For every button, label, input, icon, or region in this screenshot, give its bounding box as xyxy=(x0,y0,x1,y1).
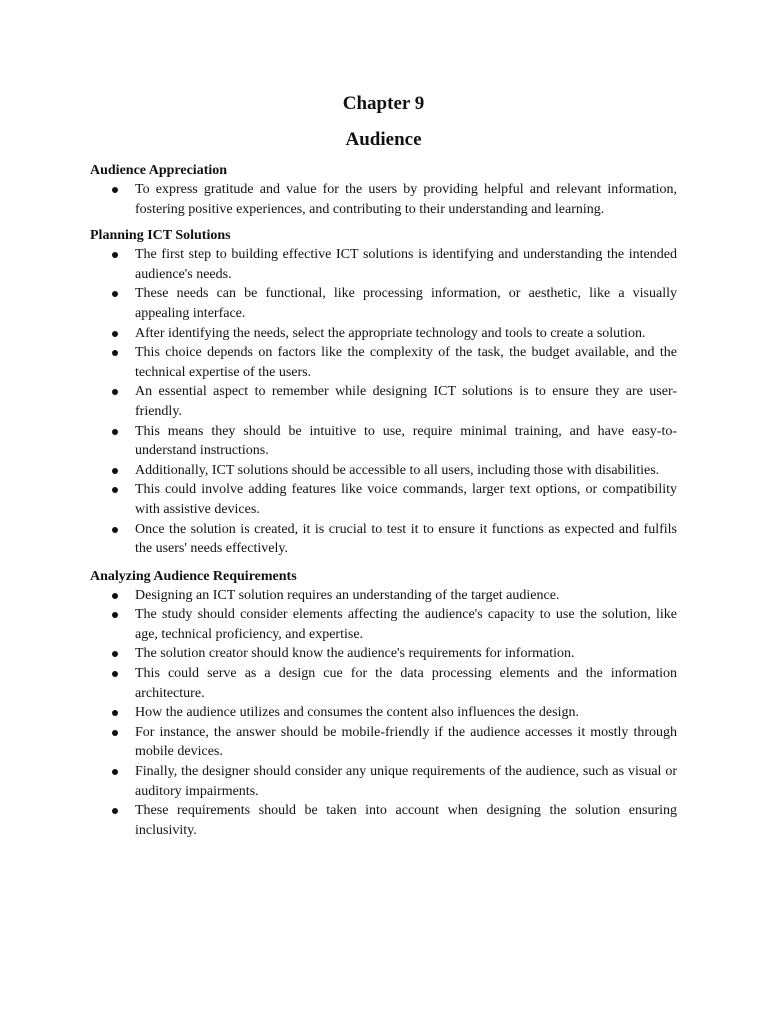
list-item-text: An essential aspect to remember while designing ICT solutions is to ensure they are user-friendly. xyxy=(135,384,677,419)
bullet-icon xyxy=(112,769,118,775)
chapter-title: Audience xyxy=(345,129,422,150)
list-item xyxy=(90,245,677,284)
bullet-list-audience-appreciation xyxy=(90,180,677,219)
section-heading-analyzing-audience-requirements: Analyzing Audience Requirements xyxy=(90,568,297,584)
bullet-list-planning-ict-solutions xyxy=(90,245,677,559)
bullet-list-analyzing-audience-requirements xyxy=(90,586,677,841)
list-item xyxy=(90,762,677,801)
bullet-icon xyxy=(112,187,118,193)
bullet-icon xyxy=(112,468,118,474)
list-item-text: Once the solution is created, it is crucial to test it to ensure it functions as expected and fulfils the users' needs effectively. xyxy=(135,521,677,557)
list-item-text: The first step to building effective ICT solutions is identifying and understanding the intended audience's needs. xyxy=(135,247,677,282)
list-item-text: This could serve as a design cue for the data processing elements and the information architecture. xyxy=(135,666,677,701)
bullet-icon xyxy=(112,331,118,337)
list-item xyxy=(90,586,677,606)
list-item xyxy=(90,343,677,382)
section-heading-audience-appreciation: Audience Appreciation xyxy=(90,163,228,178)
list-item-text: The solution creator should know the audience's requirements for information. xyxy=(135,646,575,662)
list-item-text: The study should consider elements affecting the audience's capacity to use the solution, like age, technical proficiency, and expertise. xyxy=(135,607,677,642)
list-item-text: This could involve adding features like voice commands, larger text options, or compatibility with assistive devices. xyxy=(135,482,677,517)
list-item xyxy=(90,644,677,664)
bullet-icon xyxy=(112,389,118,395)
list-item-text: Additionally, ICT solutions should be accessible to all users, including those with disabilities. xyxy=(135,462,660,478)
bullet-icon xyxy=(112,429,118,435)
bullet-icon xyxy=(112,593,118,599)
bullet-icon xyxy=(112,527,118,533)
bullet-icon xyxy=(112,487,118,493)
chapter-number: Chapter 9 xyxy=(342,93,425,114)
list-item-text: How the audience utilizes and consumes the content also influences the design. xyxy=(135,705,579,721)
list-item xyxy=(90,605,677,644)
list-item xyxy=(90,422,677,461)
list-item-text: This means they should be intuitive to use, require minimal training, and have easy-to-understand instructions. xyxy=(135,423,677,459)
section-heading-planning-ict-solutions: Planning ICT Solutions xyxy=(90,228,231,244)
list-item xyxy=(90,480,677,519)
list-item-text: Finally, the designer should consider any unique requirements of the audience, such as visual or auditory impairments. xyxy=(135,764,677,799)
list-item xyxy=(90,703,677,723)
list-item-text: These needs can be functional, like processing information, or aesthetic, like a visually appealing interface. xyxy=(135,286,677,321)
bullet-icon xyxy=(112,651,118,657)
list-item-text: These requirements should be taken into account when designing the solution ensuring inclusivity. xyxy=(135,803,677,838)
list-item-text: After identifying the needs, select the appropriate technology and tools to create a solution. xyxy=(135,325,646,341)
bullet-icon xyxy=(112,671,118,677)
bullet-icon xyxy=(112,252,118,258)
list-item-text: For instance, the answer should be mobile-friendly if the audience accesses it mostly through mobile devices. xyxy=(135,724,677,760)
list-item-text: This choice depends on factors like the complexity of the task, the budget available, and the technical expertise of the users. xyxy=(135,345,677,380)
list-item xyxy=(90,382,677,421)
list-item xyxy=(90,461,677,481)
list-item xyxy=(90,520,677,559)
bullet-icon xyxy=(112,612,118,618)
list-item-text: Designing an ICT solution requires an understanding of the target audience. xyxy=(135,587,560,603)
list-item xyxy=(90,284,677,323)
list-item xyxy=(90,723,677,762)
bullet-icon xyxy=(112,350,118,356)
bullet-icon xyxy=(112,291,118,297)
list-item-text: To express gratitude and value for the users by providing helpful and relevant information, fostering positive experiences, and contributing to their understanding and learning. xyxy=(135,182,677,217)
list-item xyxy=(90,324,677,344)
bullet-icon xyxy=(112,730,118,736)
bullet-icon xyxy=(112,808,118,814)
list-item xyxy=(90,180,677,219)
bullet-icon xyxy=(112,710,118,716)
list-item xyxy=(90,801,677,840)
list-item xyxy=(90,664,677,703)
